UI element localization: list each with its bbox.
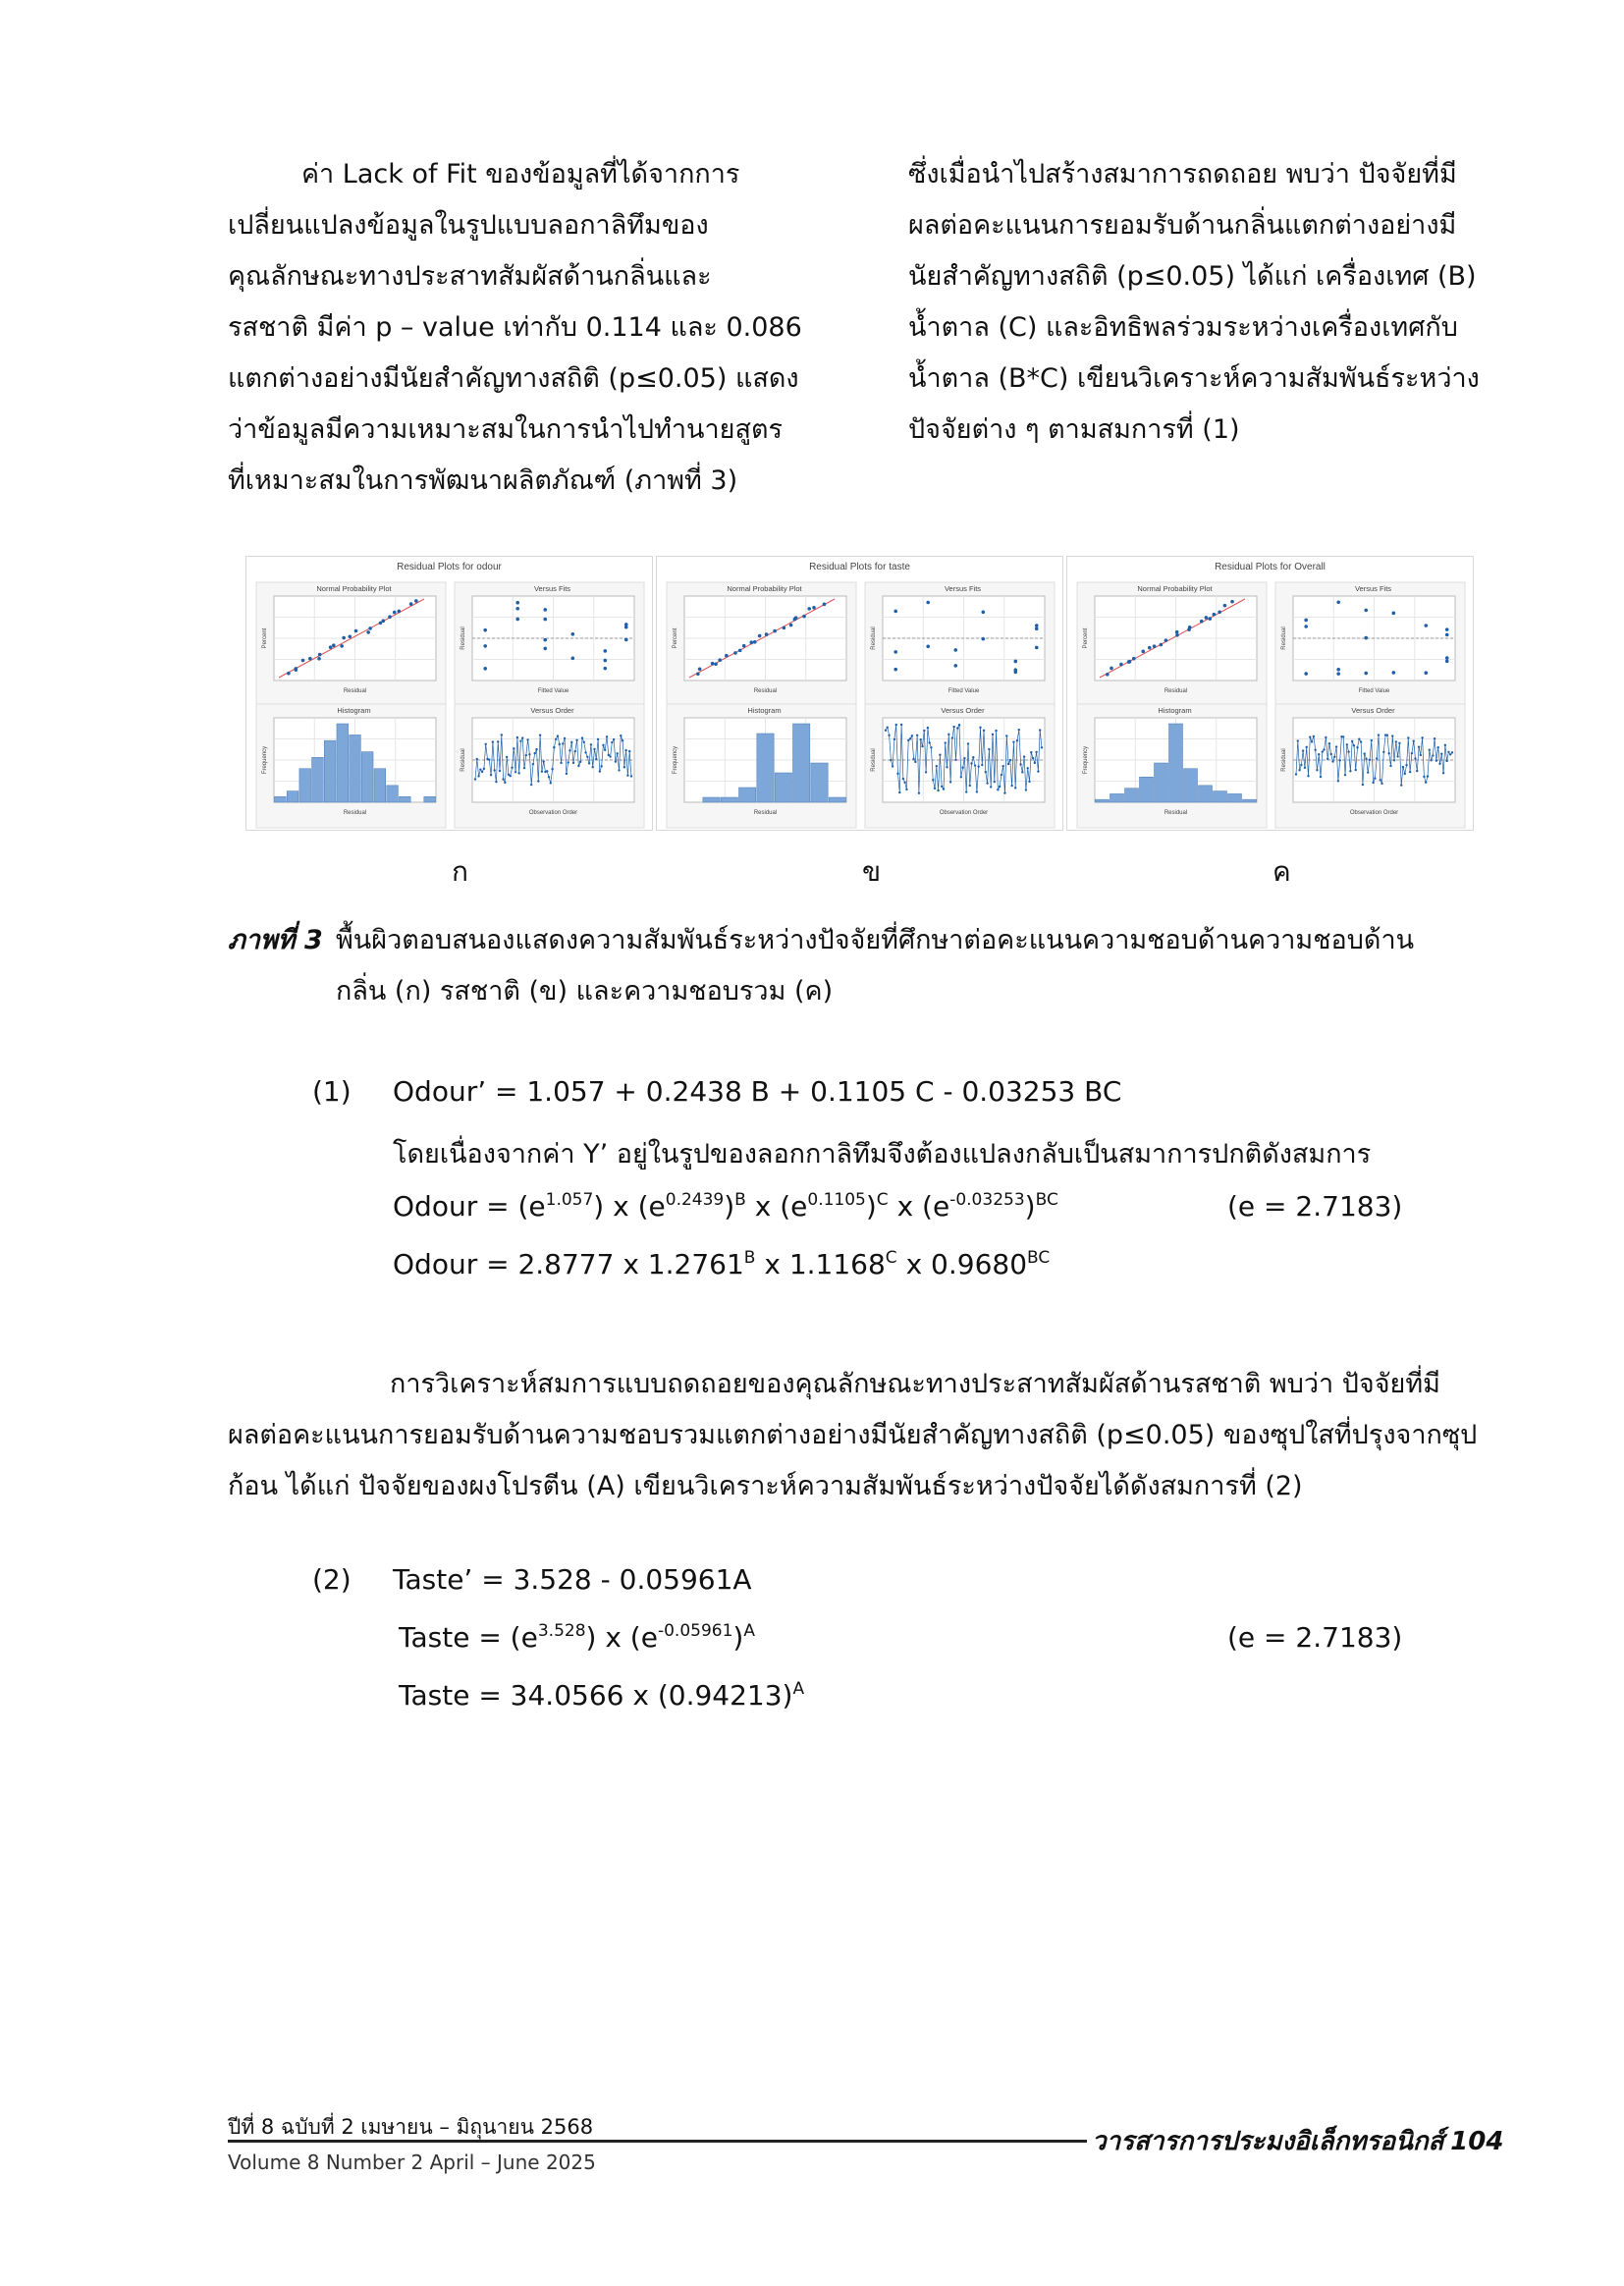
data-point <box>1035 624 1039 627</box>
axis-label: Percent <box>1083 627 1089 649</box>
data-point <box>393 611 397 615</box>
histogram-bar <box>1243 799 1257 802</box>
data-point <box>1160 643 1164 647</box>
subplot-title: Histogram <box>747 706 782 715</box>
histogram-bar <box>424 796 436 802</box>
page-number: 104 <box>1450 2127 1504 2156</box>
histogram-bar <box>739 788 756 802</box>
histogram-bar <box>775 773 791 802</box>
data-point <box>329 645 333 649</box>
data-point <box>1336 600 1340 604</box>
residual-plots-figure <box>245 556 1473 831</box>
subplot-title: Versus Fits <box>1354 584 1392 593</box>
data-point <box>1035 646 1039 650</box>
equation2-number: (2) <box>312 1563 352 1596</box>
data-point <box>1128 660 1132 664</box>
residual-panel-taste <box>656 556 1063 831</box>
subplot-title: Versus Fits <box>944 584 982 593</box>
caption-line1: พื้นผิวตอบสนองแสดงความสัมพันธ์ระหว่างปัจจัยที่ศึกษาต่อคะแนนความชอบด้านความชอบด้าน <box>336 925 1415 955</box>
histogram-bar <box>1228 793 1242 802</box>
data-point <box>543 647 547 651</box>
data-point <box>1141 650 1145 654</box>
data-point <box>738 649 742 653</box>
data-point <box>753 640 757 644</box>
panel-title: Residual Plots for taste <box>809 562 910 572</box>
histogram-bar <box>275 796 287 802</box>
figure-caption <box>228 915 1504 1017</box>
histogram-bar <box>1199 786 1213 802</box>
data-point <box>368 626 372 630</box>
axis-label: Frequency <box>1083 745 1089 775</box>
equation1-line1: Odour’ = 1.057 + 0.2438 B + 0.1105 C - 0.03253 BC <box>393 1075 1122 1108</box>
data-point <box>287 672 291 676</box>
subplot-title: Normal Probability Plot <box>727 584 802 593</box>
histogram-bar <box>337 724 349 802</box>
histogram-bar <box>387 786 399 802</box>
data-point <box>340 644 344 648</box>
axis-label: Percent <box>673 627 678 649</box>
right-line: นัยสำคัญทางสถิติ (p≤0.05) ได้แก่ เครื่องเทศ (B) <box>908 261 1477 292</box>
data-point <box>783 626 786 630</box>
equation2-line3: Taste = 34.0566 x $(0.94213)^A$ <box>399 1679 805 1712</box>
axis-label: Residual <box>460 748 466 772</box>
equation2-e-value: (e = 2.7183) <box>1227 1621 1403 1654</box>
data-point <box>1175 633 1179 637</box>
data-point <box>332 643 336 647</box>
data-point <box>1175 630 1179 634</box>
data-point <box>382 619 386 623</box>
equation1-number: (1) <box>312 1075 352 1108</box>
data-point <box>1425 671 1429 675</box>
axis-label: Residual <box>1164 810 1188 816</box>
data-point <box>604 649 608 653</box>
data-point <box>1153 644 1157 648</box>
data-point <box>295 667 298 671</box>
data-point <box>483 628 487 632</box>
residual-plot-svg <box>246 557 652 830</box>
histogram-bar <box>829 797 845 802</box>
data-point <box>543 618 547 622</box>
residual-plot-svg <box>657 557 1062 830</box>
data-point <box>308 657 312 661</box>
subplot-title: Versus Order <box>530 706 574 715</box>
histogram-bar <box>324 740 336 802</box>
data-point <box>1119 663 1123 667</box>
data-point <box>571 657 575 661</box>
data-point <box>1336 672 1340 676</box>
para-line: ผลต่อคะแนนการยอมรับด้านความชอบรวมแตกต่างอย่างมีนัยสำคัญทางสถิติ (p≤0.05) ของซุปใสที่ปรุงจากซุป <box>228 1420 1478 1450</box>
histogram-bar <box>1140 777 1154 802</box>
data-point <box>624 638 628 642</box>
data-point <box>758 634 762 638</box>
data-point <box>604 659 608 663</box>
histogram-bar <box>1214 791 1227 802</box>
axis-label: Percent <box>262 627 268 649</box>
data-point <box>823 603 827 607</box>
journal-name: วารสารการประมงอิเล็กทรอนิกส์ <box>1092 2127 1444 2156</box>
data-point <box>318 653 322 657</box>
equation1-line3: Odour = $(e^{1.057})$ x $(e^{0.2439})^B$ x $(e^{0.1105})^C$ x $(e^{-0.03253})^{BC}$ <box>393 1190 1058 1223</box>
data-point <box>1304 619 1308 623</box>
histogram-bar <box>350 735 361 802</box>
subplot-title: Normal Probability Plot <box>1137 584 1213 593</box>
axis-label: Residual <box>343 810 367 816</box>
data-point <box>414 599 418 603</box>
data-point <box>773 629 777 633</box>
data-point <box>953 648 957 652</box>
data-point <box>1014 668 1018 672</box>
residual-plot-svg <box>1067 557 1473 830</box>
equation2-line1: Taste’ = 3.528 - 0.05961A <box>393 1563 752 1596</box>
data-point <box>926 601 930 605</box>
data-point <box>624 623 628 626</box>
data-point <box>696 672 700 676</box>
data-point <box>1188 626 1192 629</box>
data-point <box>515 618 519 622</box>
equation1-e-value: (e = 2.7183) <box>1227 1190 1403 1223</box>
footer-issue-english: Volume 8 Number 2 April – June 2025 <box>228 2150 596 2174</box>
histogram-bar <box>1155 763 1168 802</box>
histogram-bar <box>287 791 298 802</box>
axis-label: Frequency <box>673 745 678 775</box>
subplot-title: Versus Fits <box>533 584 571 593</box>
left-column <box>228 149 817 507</box>
data-point <box>812 606 816 610</box>
data-point <box>1230 600 1234 604</box>
histogram-bar <box>1110 793 1124 802</box>
data-point <box>1205 616 1209 620</box>
histogram-bar <box>1184 769 1198 802</box>
data-point <box>483 667 487 671</box>
histogram-bar <box>793 724 810 802</box>
right-line: น้ำตาล (B*C) เขียนวิเคราะห์ความสัมพันธ์ระหว่าง <box>908 363 1480 394</box>
histogram-bar <box>299 769 311 802</box>
histogram-bar <box>1169 724 1183 802</box>
panel-letter-b: ข <box>862 855 882 888</box>
data-point <box>317 657 321 661</box>
left-line: รสชาติ มีค่า p – value เท่ากับ 0.114 และ 0.086 <box>228 312 802 343</box>
left-line: ค่า Lack of Fit ของข้อมูลที่ได้จากการ <box>301 159 740 190</box>
axis-label: Residual <box>871 748 877 772</box>
axis-label: Observation Order <box>939 810 989 816</box>
left-line: ที่เหมาะสมในการพัฒนาผลิตภัณฑ์ (ภาพที่ 3) <box>228 465 738 496</box>
data-point <box>515 607 519 611</box>
data-point <box>1304 672 1308 676</box>
axis-label: Residual <box>753 810 778 816</box>
data-point <box>366 630 370 634</box>
right-column <box>908 149 1497 456</box>
caption-line2: กลิ่น (ก) รสชาติ (ข) และความชอบรวม (ค) <box>336 976 834 1007</box>
data-point <box>1445 659 1449 663</box>
data-point <box>982 611 986 615</box>
data-point <box>1200 620 1204 624</box>
data-point <box>1218 610 1221 614</box>
data-point <box>388 615 392 619</box>
para-line: ก้อน ได้แก่ ปัจจัยของผงโปรตีน (A) เขียนวิเคราะห์ความสัมพันธ์ระหว่างปัจจัยได้ดังสมการที่ (2) <box>228 1471 1303 1501</box>
axis-label: Residual <box>460 626 466 650</box>
axis-label: Residual <box>1281 748 1287 772</box>
footer-journal <box>1092 2121 1503 2161</box>
panel-letter-c: ค <box>1272 855 1291 888</box>
right-line: ปัจจัยต่าง ๆ ตามสมการที่ (1) <box>908 414 1240 445</box>
data-point <box>354 629 358 633</box>
data-point <box>1164 638 1168 642</box>
histogram-bar <box>361 752 373 802</box>
right-line: ซึ่งเมื่อนำไปสร้างสมาการถดถอย พบว่า ปัจจัยที่มี <box>908 159 1457 190</box>
data-point <box>483 644 487 648</box>
data-point <box>893 610 897 614</box>
equation1-line4: Odour = 2.8777 x $1.2761^B$ x $1.1168^C$ x $0.9680^{BC}$ <box>393 1248 1051 1280</box>
subplot-title: Versus Order <box>1351 706 1395 715</box>
subplot-title: Normal Probability Plot <box>316 584 392 593</box>
panel-letter-a: ก <box>452 855 468 888</box>
subplot-title: Versus Order <box>941 706 985 715</box>
data-point <box>893 650 897 654</box>
data-point <box>742 644 746 648</box>
data-point <box>1364 672 1368 676</box>
footer-issue-thai: ปีที่ 8 ฉบับที่ 2 เมษายน – มิถุนายน 2568 <box>228 2115 594 2139</box>
right-line: ผลต่อคะแนนการยอมรับด้านกลิ่นแตกต่างอย่างมี <box>908 210 1457 241</box>
data-point <box>543 638 547 642</box>
data-point <box>794 616 798 620</box>
data-point <box>1208 617 1212 621</box>
axis-label: Frequency <box>262 745 268 775</box>
equation1-line2: โดยเนื่องจากค่า Y’ อยู่ในรูปของลอกกาลิทึมจึงต้องแปลงกลับเป็นสมาการปกติดังสมการ <box>393 1139 1372 1170</box>
data-point <box>348 634 352 638</box>
data-point <box>698 668 702 672</box>
histogram-bar <box>374 769 386 802</box>
data-point <box>749 640 753 644</box>
data-point <box>1148 646 1152 650</box>
data-point <box>789 624 793 627</box>
subplot-title: Histogram <box>1158 706 1192 715</box>
data-point <box>714 663 718 667</box>
footer-rule <box>228 2140 1087 2143</box>
subplot-title: Histogram <box>337 706 371 715</box>
data-point <box>1364 609 1368 613</box>
axis-label: Observation Order <box>528 810 578 816</box>
right-line: น้ำตาล (C) และอิทธิพลร่วมระหว่างเครื่องเทศกับ <box>908 312 1458 343</box>
data-point <box>409 602 413 606</box>
data-point <box>604 667 608 671</box>
left-line: ว่าข้อมูลมีความเหมาะสมในการนำไปทำนายสูตร <box>228 414 783 445</box>
panel-title: Residual Plots for Overall <box>1215 562 1326 572</box>
data-point <box>1035 626 1039 630</box>
left-line: แตกต่างอย่างมีนัยสำคัญทางสถิติ (p≤0.05) แสดง <box>228 363 799 394</box>
data-point <box>342 636 346 640</box>
data-point <box>571 632 575 636</box>
data-point <box>1445 627 1449 631</box>
data-point <box>1392 671 1396 675</box>
data-point <box>711 662 715 666</box>
paragraph-taste-analysis <box>228 1359 1494 1512</box>
data-point <box>982 637 986 641</box>
left-line: เปลี่ยนแปลงข้อมูลในรูปแบบลอกาลิทึมของ <box>228 210 709 241</box>
data-point <box>1223 604 1227 608</box>
axis-label: Fitted Value <box>947 688 980 694</box>
equation2-line2: Taste = $(e^{3.528})$ x $(e^{-0.05961})^A$ <box>399 1621 755 1654</box>
histogram-bar <box>811 763 828 802</box>
data-point <box>301 659 305 663</box>
data-point <box>807 607 811 611</box>
residual-panel-odour <box>245 556 653 831</box>
histogram-bar <box>721 797 737 802</box>
data-point <box>1364 636 1368 640</box>
data-point <box>953 664 957 668</box>
data-point <box>926 644 930 648</box>
data-point <box>1106 673 1110 677</box>
axis-label: Fitted Value <box>1358 688 1390 694</box>
data-point <box>718 658 722 662</box>
data-point <box>1304 625 1308 628</box>
panel-title: Residual Plots for odour <box>397 562 502 572</box>
data-point <box>1336 668 1340 672</box>
axis-label: Residual <box>343 688 367 694</box>
data-point <box>802 615 806 619</box>
caption-label: ภาพที่ 3 <box>228 925 323 955</box>
axis-label: Residual <box>871 626 877 650</box>
axis-label: Residual <box>1164 688 1188 694</box>
axis-label: Observation Order <box>1349 810 1399 816</box>
axis-label: Fitted Value <box>537 688 569 694</box>
data-point <box>379 622 383 626</box>
data-point <box>733 651 737 655</box>
histogram-bar <box>757 734 774 802</box>
histogram-bar <box>399 796 410 802</box>
data-point <box>543 608 547 612</box>
histogram-bar <box>1125 789 1139 802</box>
left-line: คุณลักษณะทางประสาทสัมผัสด้านกลิ่นและ <box>228 261 712 292</box>
data-point <box>1110 667 1113 671</box>
data-point <box>1425 624 1429 627</box>
data-point <box>765 632 769 636</box>
data-point <box>1014 660 1018 664</box>
data-point <box>1392 612 1396 616</box>
data-point <box>397 610 401 614</box>
axis-label: Residual <box>1281 626 1287 650</box>
data-point <box>1445 633 1449 637</box>
para-line: การวิเคราะห์สมการแบบถดถอยของคุณลักษณะทางประสาทสัมผัสด้านรสชาติ พบว่า ปัจจัยที่มี <box>390 1369 1440 1399</box>
data-point <box>1445 656 1449 660</box>
histogram-bar <box>703 797 720 802</box>
data-point <box>893 668 897 672</box>
data-point <box>1213 613 1217 617</box>
residual-panel-overall <box>1066 556 1474 831</box>
data-point <box>725 654 729 658</box>
histogram-bar <box>1096 799 1110 802</box>
axis-label: Residual <box>753 688 778 694</box>
data-point <box>515 601 519 605</box>
data-point <box>1132 657 1136 661</box>
histogram-bar <box>312 757 324 802</box>
